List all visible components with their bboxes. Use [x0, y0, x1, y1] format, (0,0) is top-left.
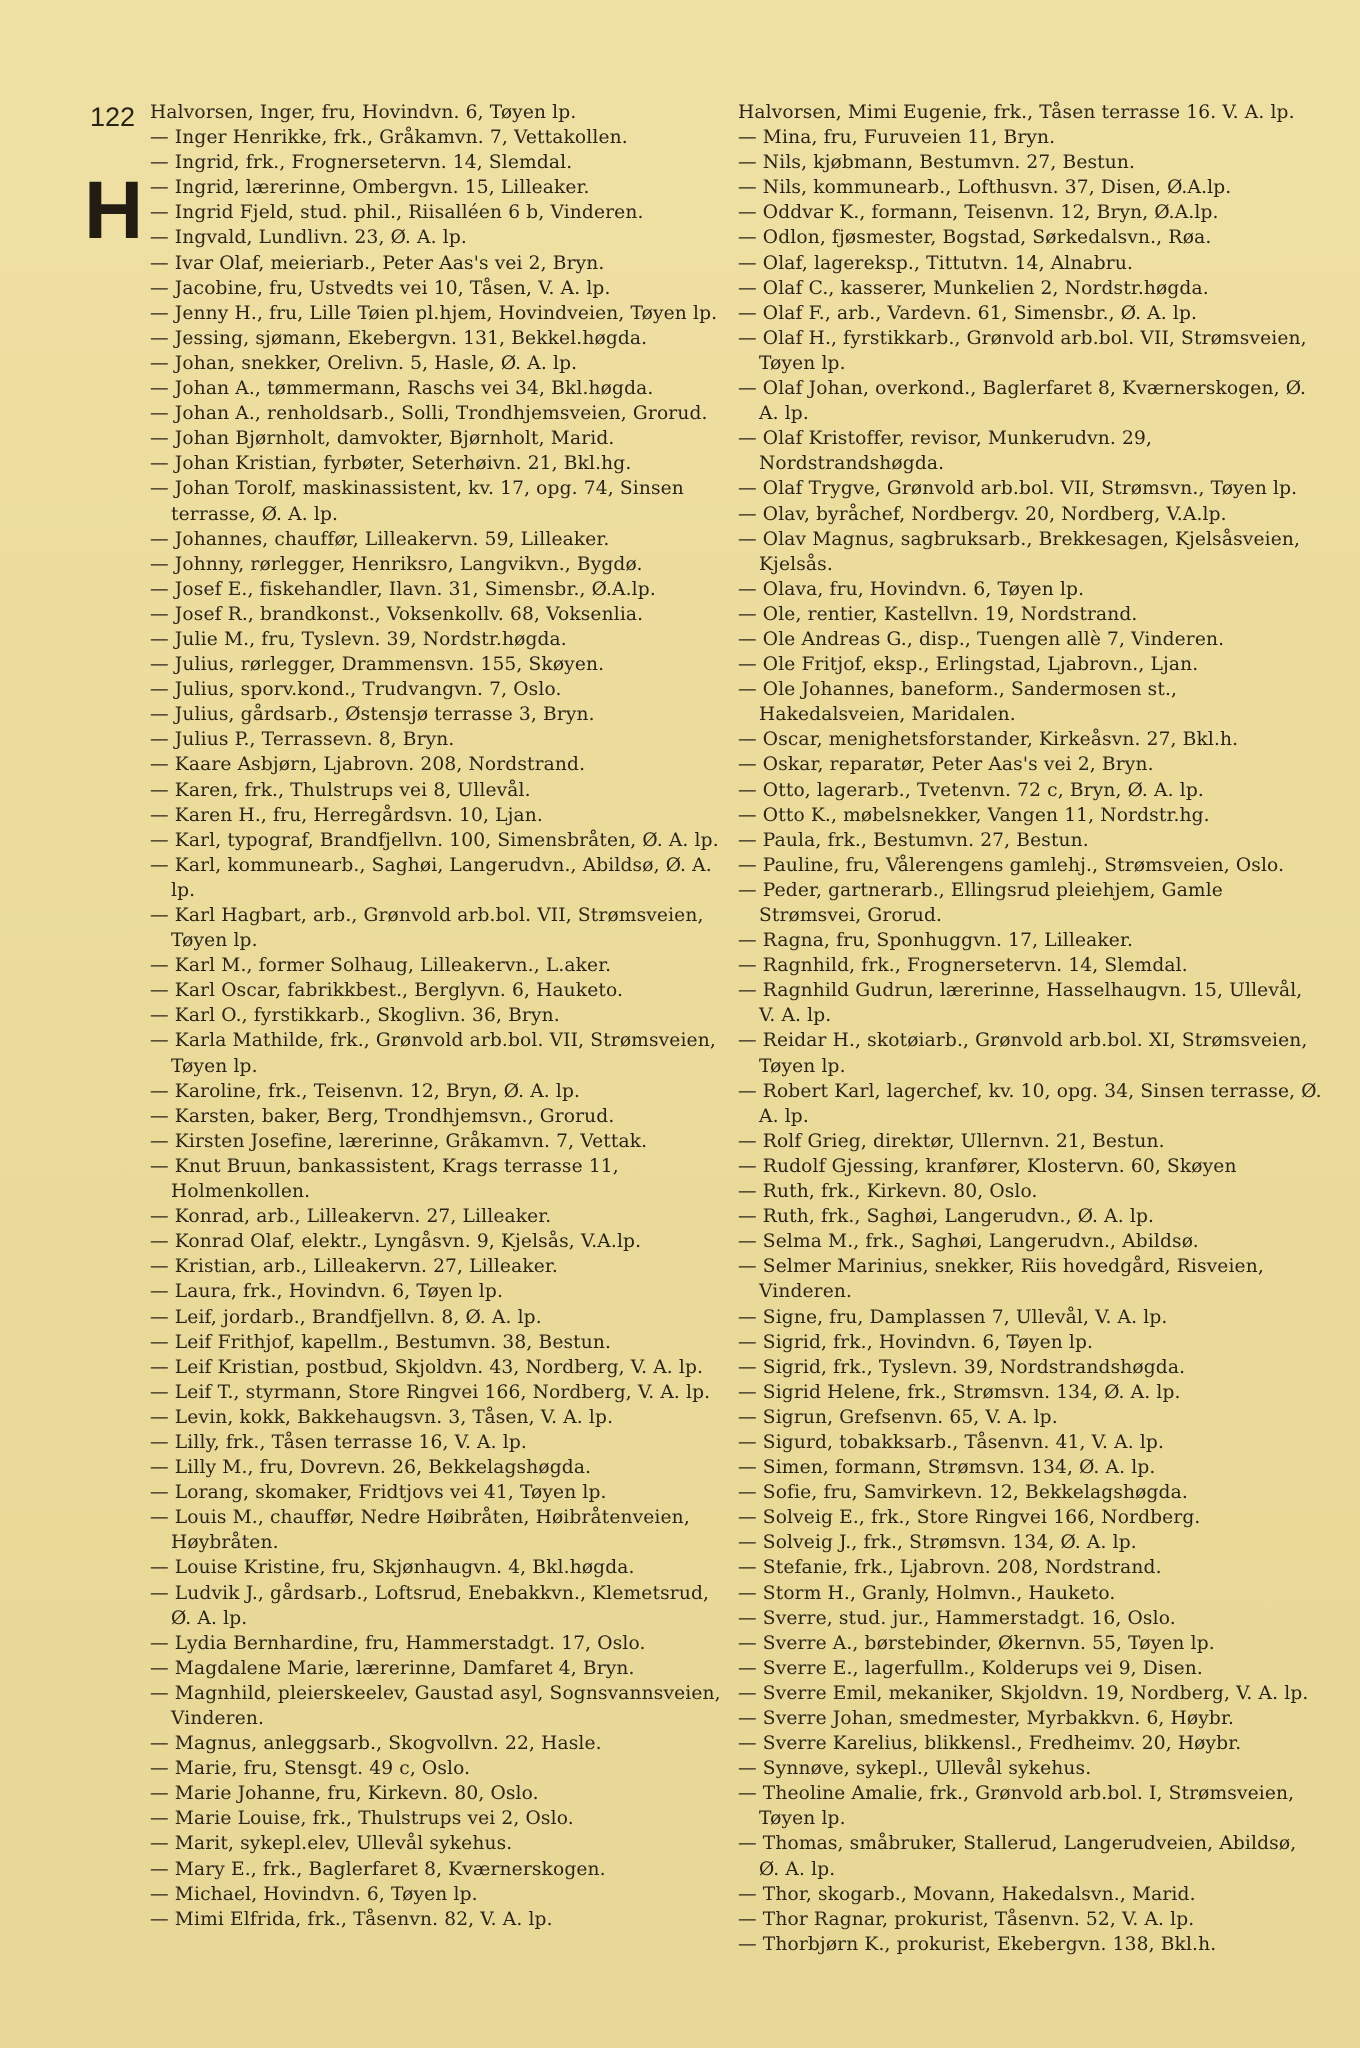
- directory-entry: — Stefanie, frk., Ljabrovn. 208, Nordstrand.: [738, 1557, 1162, 1579]
- directory-entry: — Sverre Karelius, blikkensl., Fredheimv. 20, Høybr.: [738, 1733, 1242, 1755]
- directory-entry: — Ingrid, frk., Frognersetervn. 14, Slemdal.: [150, 152, 573, 174]
- directory-entry: — Sigrun, Grefsenvn. 65, V. A. lp.: [738, 1406, 1058, 1428]
- directory-entry: Halvorsen, Inger, fru, Hovindvn. 6, Tøyen lp.: [150, 102, 577, 123]
- directory-entry: — Levin, kokk, Bakkehaugsvn. 3, Tåsen, V. A. lp.: [150, 1406, 614, 1428]
- directory-entry: — Reidar H., skotøiarb., Grønvold arb.bol. XI, Strømsveien, Tøyen lp.: [738, 1030, 1308, 1077]
- directory-entry: — Thor, skogarb., Movann, Hakedalsvn., Marid.: [738, 1883, 1196, 1905]
- directory-entry: — Jenny H., fru, Lille Tøien pl.hjem, Hovindveien, Tøyen lp.: [150, 302, 718, 324]
- directory-entry: — Johnny, rørlegger, Henriksro, Langvikvn., Bygdø.: [150, 553, 643, 575]
- directory-entry: — Ole, rentier, Kastellvn. 19, Nordstrand.: [738, 603, 1138, 625]
- directory-entry: — Karen H., fru, Herregårdsvn. 10, Ljan.: [150, 804, 543, 826]
- directory-entry: — Marie, fru, Stensgt. 49 c, Oslo.: [150, 1758, 471, 1780]
- directory-entry: — Oskar, reparatør, Peter Aas's vei 2, Bryn.: [738, 754, 1154, 776]
- directory-entry: — Sigrid Helene, frk., Strømsvn. 134, Ø. A. lp.: [738, 1381, 1181, 1403]
- directory-entry: — Ragnhild Gudrun, lærerinne, Hasselhaugvn. 15, Ullevål, V. A. lp.: [738, 980, 1303, 1027]
- directory-entry: — Lorang, skomaker, Fridtjovs vei 41, Tøyen lp.: [150, 1482, 607, 1504]
- directory-entry: — Marie Louise, frk., Thulstrups vei 2, Oslo.: [150, 1808, 574, 1830]
- directory-entry: — Storm H., Granly, Holmvn., Hauketo.: [738, 1582, 1116, 1604]
- directory-entry: — Olaf, lagereksp., Tittutvn. 14, Alnabru.: [738, 252, 1134, 274]
- directory-entry: — Sverre Emil, mekaniker, Skjoldvn. 19, Nordberg, V. A. lp.: [738, 1682, 1309, 1704]
- directory-entry: — Michael, Hovindvn. 6, Tøyen lp.: [150, 1883, 478, 1905]
- directory-entry: — Karla Mathilde, frk., Grønvold arb.bol. VII, Strømsveien, Tøyen lp.: [150, 1030, 716, 1077]
- directory-entry: — Louise Kristine, fru, Skjønhaugvn. 4, Bkl.høgda.: [150, 1557, 635, 1579]
- directory-entry: — Solveig J., frk., Strømsvn. 134, Ø. A. lp.: [738, 1532, 1137, 1554]
- directory-entry: — Theoline Amalie, frk., Grønvold arb.bol. I, Strømsveien, Tøyen lp.: [738, 1783, 1295, 1830]
- directory-entry: — Karl, kommunearb., Saghøi, Langerudvn., Abildsø, Ø. A. lp.: [150, 854, 712, 901]
- directory-entry: — Sverre A., børstebinder, Økernvn. 55, Tøyen lp.: [738, 1632, 1215, 1654]
- directory-entry: — Julius, rørlegger, Drammensvn. 155, Skøyen.: [150, 654, 605, 676]
- directory-entry: — Sverre E., lagerfullm., Kolderups vei 9, Disen.: [738, 1657, 1203, 1679]
- directory-entry: — Peder, gartnerarb., Ellingsrud pleiehjem, Gamle Strømsvei, Grorud.: [738, 879, 1223, 926]
- directory-entry: — Ingrid, lærerinne, Ombergvn. 15, Lilleaker.: [150, 177, 590, 199]
- directory-entry: — Magnhild, pleierskeelev, Gaustad asyl, Sognsvannsveien, Vinderen.: [150, 1682, 721, 1729]
- directory-entry: — Marit, sykepl.elev, Ullevål sykehus.: [150, 1833, 513, 1855]
- directory-entry: — Konrad, arb., Lilleakervn. 27, Lilleaker.: [150, 1206, 552, 1228]
- directory-entry: — Julius, sporv.kond., Trudvangvn. 7, Oslo.: [150, 679, 562, 701]
- directory-entry: — Solveig E., frk., Store Ringvei 166, Nordberg.: [738, 1507, 1201, 1529]
- directory-entry: — Ivar Olaf, meieriarb., Peter Aas's vei 2, Bryn.: [150, 252, 605, 274]
- directory-entry: — Sigurd, tobakksarb., Tåsenvn. 41, V. A. lp.: [738, 1431, 1165, 1453]
- directory-entry: — Leif T., styrmann, Store Ringvei 166, Nordberg, V. A. lp.: [150, 1381, 711, 1403]
- directory-entry: — Thorbjørn K., prokurist, Ekebergvn. 138, Bkl.h.: [738, 1933, 1217, 1955]
- directory-entry: — Synnøve, sykepl., Ullevål sykehus.: [738, 1758, 1092, 1780]
- directory-entry: — Konrad Olaf, elektr., Lyngåsvn. 9, Kjelsås, V.A.lp.: [150, 1231, 642, 1253]
- directory-entry: — Pauline, fru, Vålerengens gamlehj., Strømsveien, Oslo.: [738, 854, 1285, 876]
- directory-entry: — Odlon, fjøsmester, Bogstad, Sørkedalsvn., Røa.: [738, 227, 1212, 249]
- directory-entry: — Karl Oscar, fabrikkbest., Berglyvn. 6, Hauketo.: [150, 980, 624, 1002]
- directory-entry: — Ole Andreas G., disp., Tuengen allè 7, Vinderen.: [738, 628, 1225, 650]
- directory-entry: — Rolf Grieg, direktør, Ullernvn. 21, Bestun.: [738, 1130, 1165, 1152]
- directory-entry: — Leif Kristian, postbud, Skjoldvn. 43, Nordberg, V. A. lp.: [150, 1356, 704, 1378]
- directory-entry: — Sofie, fru, Samvirkevn. 12, Bekkelagshøgda.: [738, 1482, 1188, 1504]
- directory-entry: — Oscar, menighetsforstander, Kirkeåsvn. 27, Bkl.h.: [738, 729, 1239, 751]
- directory-entry: — Karl M., former Solhaug, Lilleakervn., L.aker.: [150, 955, 612, 977]
- directory-entry: — Thomas, småbruker, Stallerud, Langerudveien, Abildsø, Ø. A. lp.: [738, 1833, 1297, 1880]
- directory-entry: — Ole Fritjof, eksp., Erlingstad, Ljabrovn., Ljan.: [738, 654, 1199, 676]
- directory-entry: — Olav, byråchef, Nordbergv. 20, Nordberg, V.A.lp.: [738, 503, 1227, 525]
- directory-entry: — Johannes, chauffør, Lilleakervn. 59, Lilleaker.: [150, 528, 610, 550]
- directory-entry: — Olaf Johan, overkond., Baglerfaret 8, Kværnerskogen, Ø. A. lp.: [738, 378, 1307, 425]
- directory-entry: — Karl, typograf, Brandfjellvn. 100, Simensbråten, Ø. A. lp.: [150, 829, 719, 851]
- page-number: 122: [90, 102, 136, 132]
- directory-entry: — Karsten, baker, Berg, Trondhjemsvn., Grorud.: [150, 1105, 615, 1127]
- directory-entry: — Signe, fru, Damplassen 7, Ullevål, V. A. lp.: [738, 1306, 1168, 1328]
- directory-entry: — Kirsten Josefine, lærerinne, Gråkamvn. 7, Vettak.: [150, 1130, 648, 1152]
- directory-entry: — Kaare Asbjørn, Ljabrovn. 208, Nordstrand.: [150, 754, 586, 776]
- directory-entry: — Olava, fru, Hovindvn. 6, Tøyen lp.: [738, 578, 1085, 600]
- directory-entry: — Olaf H., fyrstikkarb., Grønvold arb.bol. VII, Strømsveien, Tøyen lp.: [738, 327, 1307, 374]
- directory-entry: — Josef R., brandkonst., Voksenkollv. 68, Voksenlia.: [150, 603, 644, 625]
- directory-entry: — Lilly M., fru, Dovrevn. 26, Bekkelagshøgda.: [150, 1457, 592, 1479]
- section-letter: H: [84, 165, 144, 256]
- directory-entry: — Thor Ragnar, prokurist, Tåsenvn. 52, V. A. lp.: [738, 1908, 1195, 1930]
- directory-entry: — Knut Bruun, bankassistent, Krags terrasse 11, Holmenkollen.: [150, 1155, 619, 1203]
- directory-entry: — Magdalene Marie, lærerinne, Damfaret 4, Bryn.: [150, 1657, 635, 1679]
- directory-entry: — Karl Hagbart, arb., Grønvold arb.bol. VII, Strømsveien, Tøyen lp.: [150, 905, 704, 952]
- directory-entry: — Karl O., fyrstikkarb., Skoglivn. 36, Bryn.: [150, 1005, 560, 1027]
- directory-entry: — Ingrid Fjeld, stud. phil., Riisalléen 6 b, Vinderen.: [150, 202, 644, 224]
- directory-entry: — Robert Karl, lagerchef, kv. 10, opg. 34, Sinsen terrasse, Ø. A. lp.: [738, 1080, 1322, 1127]
- directory-entry: — Johan Bjørnholt, damvokter, Bjørnholt, Marid.: [150, 428, 615, 450]
- directory-entry: — Ruth, frk., Saghøi, Langerudvn., Ø. A. lp.: [738, 1206, 1155, 1228]
- directory-entry: — Nils, kjøbmann, Bestumvn. 27, Bestun.: [738, 152, 1136, 174]
- directory-entry: — Ruth, frk., Kirkevn. 80, Oslo.: [738, 1181, 1038, 1203]
- directory-entry: — Otto K., møbelsnekker, Vangen 11, Nordstr.hg.: [738, 804, 1210, 826]
- directory-entry: — Inger Henrikke, frk., Gråkamvn. 7, Vettakollen.: [150, 127, 628, 149]
- directory-entry: — Karoline, frk., Teisenvn. 12, Bryn, Ø. A. lp.: [150, 1080, 581, 1102]
- left-column: [150, 100, 735, 1932]
- directory-entry: — Olaf F., arb., Vardevn. 61, Simensbr., Ø. A. lp.: [738, 302, 1198, 324]
- directory-entry: — Leif, jordarb., Brandfjellvn. 8, Ø. A. lp.: [150, 1306, 542, 1328]
- directory-entry: — Jessing, sjømann, Ekebergvn. 131, Bekkel.høgda.: [150, 327, 648, 349]
- directory-entry: — Oddvar K., formann, Teisenvn. 12, Bryn, Ø.A.lp.: [738, 202, 1219, 224]
- directory-entry: — Ingvald, Lundlivn. 23, Ø. A. lp.: [150, 227, 467, 249]
- directory-entry: Halvorsen, Mimi Eugenie, frk., Tåsen terrasse 16. V. A. lp.: [738, 102, 1295, 123]
- directory-entry: — Mary E., frk., Baglerfaret 8, Kværnerskogen.: [150, 1858, 606, 1880]
- directory-entry: — Johan Kristian, fyrbøter, Seterhøivn. 21, Bkl.hg.: [150, 453, 632, 475]
- directory-entry: — Olaf Kristoffer, revisor, Munkerudvn. 29, Nordstrandshøgda.: [738, 428, 1153, 475]
- directory-entry: — Julie M., fru, Tyslevn. 39, Nordstr.høgda.: [150, 628, 567, 650]
- directory-entry: — Olav Magnus, sagbruksarb., Brekkesagen, Kjelsåsveien, Kjelsås.: [738, 528, 1301, 575]
- directory-entry: — Lydia Bernhardine, fru, Hammerstadgt. 17, Oslo.: [150, 1632, 646, 1654]
- directory-entry: — Paula, frk., Bestumvn. 27, Bestun.: [738, 829, 1089, 851]
- directory-entry: — Selma M., frk., Saghøi, Langerudvn., Abildsø.: [738, 1231, 1199, 1253]
- directory-entry: — Johan A., renholdsarb., Solli, Trondhjemsveien, Grorud.: [150, 403, 708, 425]
- directory-entry: — Olaf C., kasserer, Munkelien 2, Nordstr.høgda.: [738, 277, 1209, 299]
- directory-entry: — Sigrid, frk., Hovindvn. 6, Tøyen lp.: [738, 1331, 1094, 1353]
- directory-entry: — Olaf Trygve, Grønvold arb.bol. VII, Strømsvn., Tøyen lp.: [738, 478, 1298, 500]
- directory-entry: — Karen, frk., Thulstrups vei 8, Ullevål.: [150, 779, 531, 801]
- directory-entry: — Simen, formann, Strømsvn. 134, Ø. A. lp.: [738, 1457, 1156, 1479]
- directory-entry: — Marie Johanne, fru, Kirkevn. 80, Oslo.: [150, 1783, 539, 1805]
- directory-entry: — Sigrid, frk., Tyslevn. 39, Nordstrandshøgda.: [738, 1356, 1186, 1378]
- directory-entry: — Johan Torolf, maskinassistent, kv. 17, opg. 74, Sinsen terrasse, Ø. A. lp.: [150, 478, 684, 525]
- directory-entry: — Jacobine, fru, Ustvedts vei 10, Tåsen, V. A. lp.: [150, 277, 611, 299]
- directory-entry: — Otto, lagerarb., Tvetenvn. 72 c, Bryn, Ø. A. lp.: [738, 779, 1204, 801]
- directory-entry: — Lilly, frk., Tåsen terrasse 16, V. A. lp.: [150, 1431, 527, 1453]
- directory-entry: — Mina, fru, Furuveien 11, Bryn.: [738, 127, 1056, 149]
- directory-entry: — Louis M., chauffør, Nedre Høibråten, Høibråtenveien, Høybråten.: [150, 1507, 690, 1554]
- directory-entry: — Johan, snekker, Orelivn. 5, Hasle, Ø. A. lp.: [150, 352, 578, 374]
- directory-entry: — Julius P., Terrassevn. 8, Bryn.: [150, 729, 455, 751]
- directory-entry: — Nils, kommunearb., Lofthusvn. 37, Disen, Ø.A.lp.: [738, 177, 1232, 199]
- directory-entry: — Julius, gårdsarb., Østensjø terrasse 3, Bryn.: [150, 704, 595, 726]
- directory-entry: — Josef E., fiskehandler, Ilavn. 31, Simensbr., Ø.A.lp.: [150, 578, 656, 600]
- directory-entry: — Selmer Marinius, snekker, Riis hovedgård, Risveien, Vinderen.: [738, 1256, 1264, 1303]
- directory-entry: — Leif Frithjof, kapellm., Bestumvn. 38, Bestun.: [150, 1331, 612, 1353]
- directory-entry: — Johan A., tømmermann, Raschs vei 34, Bkl.høgda.: [150, 378, 654, 400]
- directory-entry: — Magnus, anleggsarb., Skogvollvn. 22, Hasle.: [150, 1733, 602, 1755]
- directory-entry: — Sverre Johan, smedmester, Myrbakkvn. 6, Høybr.: [738, 1708, 1235, 1729]
- directory-entry: — Ludvik J., gårdsarb., Loftsrud, Enebakkvn., Klemetsrud, Ø. A. lp.: [150, 1582, 710, 1629]
- directory-entry: — Kristian, arb., Lilleakervn. 27, Lilleaker.: [150, 1256, 558, 1278]
- directory-entry: — Ragna, fru, Sponhuggvn. 17, Lilleaker.: [738, 930, 1134, 952]
- directory-entry: — Laura, frk., Hovindvn. 6, Tøyen lp.: [150, 1281, 504, 1303]
- directory-entry: — Mimi Elfrida, frk., Tåsenvn. 82, V. A. lp.: [150, 1908, 553, 1930]
- directory-entry: — Ole Johannes, baneform., Sandermosen st., Hakedalsveien, Maridalen.: [738, 679, 1178, 726]
- right-column: [738, 100, 1322, 1957]
- directory-entry: — Rudolf Gjessing, kranfører, Klostervn. 60, Skøyen: [738, 1155, 1237, 1177]
- directory-entry: — Ragnhild, frk., Frognersetervn. 14, Slemdal.: [738, 955, 1188, 977]
- directory-entry: — Sverre, stud. jur., Hammerstadgt. 16, Oslo.: [738, 1607, 1176, 1629]
